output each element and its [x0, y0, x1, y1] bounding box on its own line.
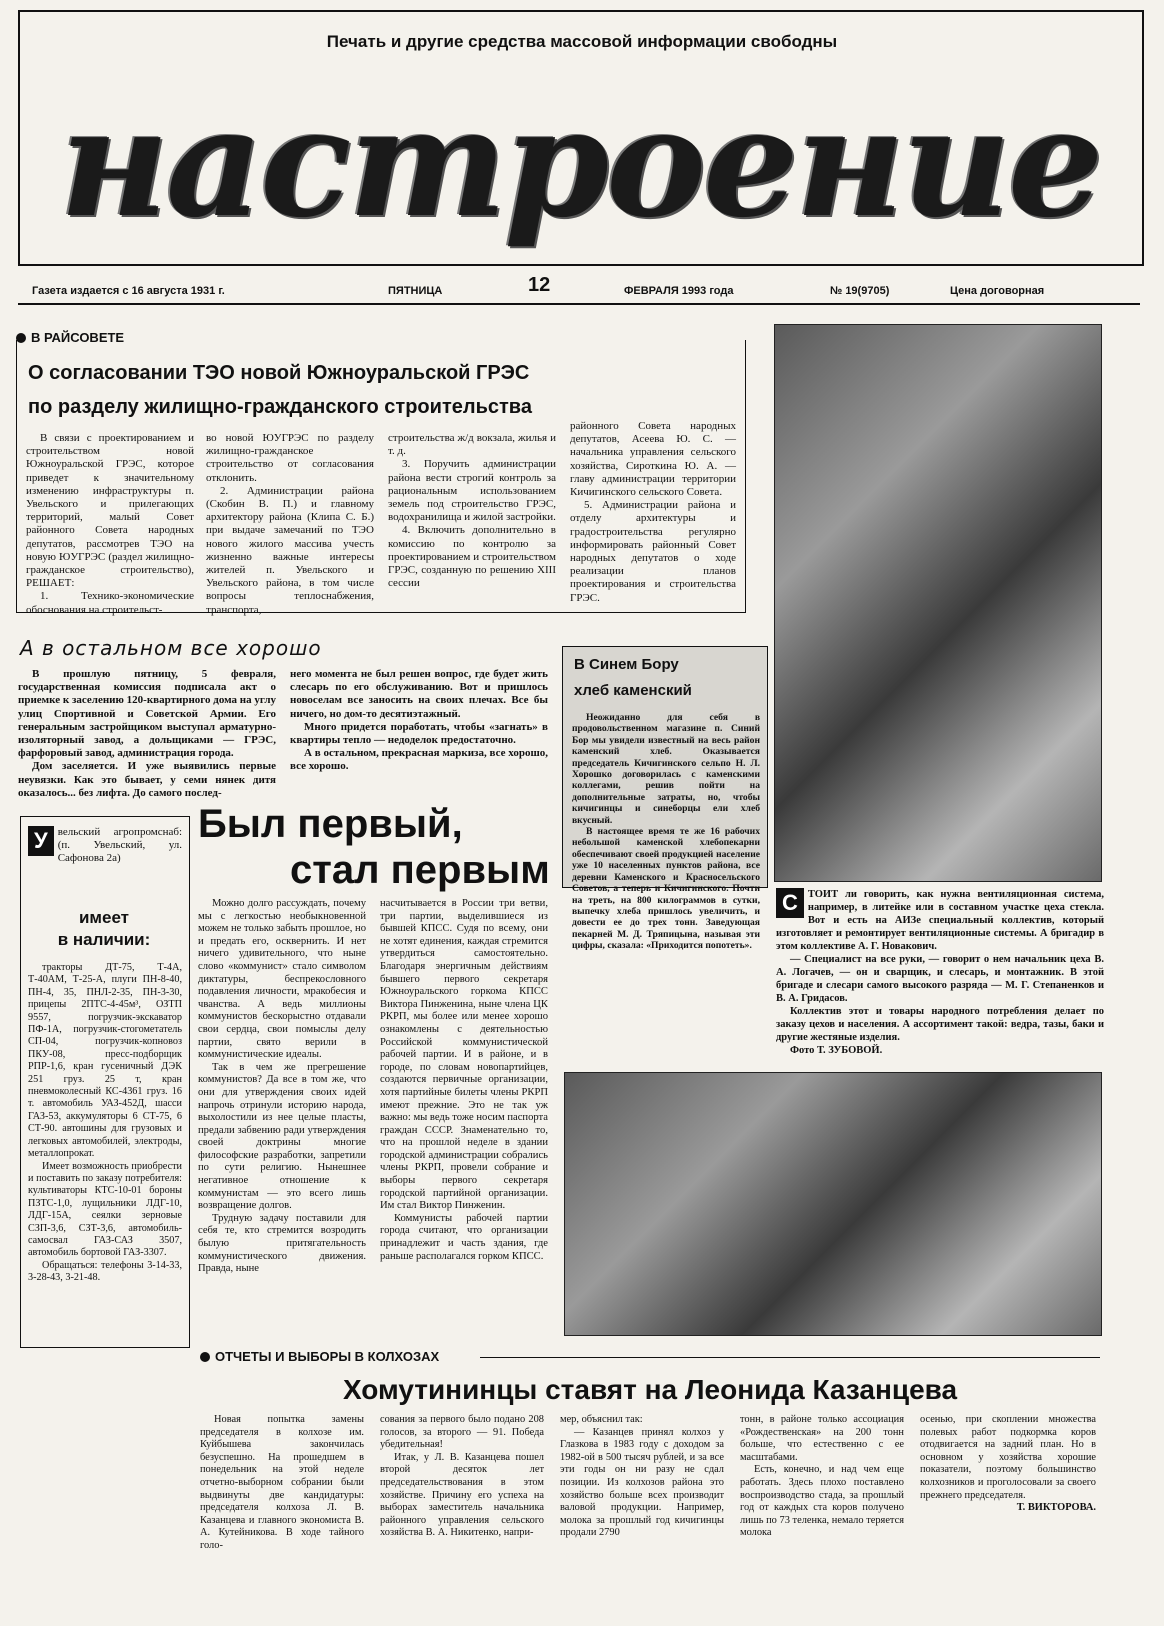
kolkhoz-col-3: мер, объяснил так: — Казанцев принял колхоз у Глазкова в 1983 году с доходом за 1982-ой в 500 тысяч рублей, и за все эти годы он ни разу не сдал позиции. Из колхозов района это хозяйство больше всех производит валовой продукции. Например, молока за прошлый год кичигинцы продали 2790: [560, 1414, 724, 1539]
since-line: Газета издается с 16 августа 1931 г.: [32, 285, 225, 297]
kolkhoz-col-4: тонн, в районе только ассоциация «Рождественская» на 200 тонн больше, что естественно с ее масштабами. Есть, конечно, и над чем еще работать. Здесь плохо поставлено воспроизводство стада, за прошлый год от каждых ста коров получено лишь по 73 теленка, немало теряется молока: [740, 1414, 904, 1539]
kolkhoz-col-2: сования за первого было подано 208 голосов, за второго — 91. Победа убедительная! Итак, у Л. В. Казанцева пошел второй десяток лет председательствования в этом хозяйстве. Причину его успеха на выборах заместитель начальника районного управления сельского хозяйства В. А. Никитенко, напри-: [380, 1414, 544, 1539]
raisovet-col-3: строительства ж/д вокзала, жилья и т. д. 3. Поручить администрации района вести строгий контроль за рациональным использованием земель под строительство ГРЭС, водохранилища и жилой застройки. 4. Включить дополнительно в комиссию по контролю за проектированием и строительством ГРЭС, созданную по решению XIII сессии: [388, 432, 556, 590]
newspaper-title: настроение: [59, 75, 1101, 251]
meta-rule: [18, 303, 1140, 305]
ad-heading-1: имеет: [78, 908, 130, 927]
photo-credit: Фото Т. ЗУБОВОЙ.: [790, 1045, 883, 1056]
siniy-bor-headline-1: В Синем Бору: [574, 656, 679, 673]
siniy-bor-text: Неожиданно для себя в продовольственном магазине п. Синий Бор мы увидели известный на весь район каменский хлеб. Оказывается председатель Кичигинского сельпо Н. Л. Хорошко договорилась с каменскими коллегами, решив пойти на дополнительные затраты, но, чтобы кичигинцы и синеборцы ели хлеб вкусный. В настоящее время те же 16 рабочих небольшой каменской хлебопекарни обеспечивают своей продукцией население уже 10 населенных пунктов района, все деревни Каменского и Красносельского Советов, а теперь и Кичигинского. Почти на треть, на 800 килограммов в сутки, выпечку хлеба пришлось увеличить, и довести ее до трех тонн. Заведующая пекарней М. Д. Тряпицына, называя эти цифры, сказала: «Приходится попотеть».: [572, 712, 760, 952]
first-col-1: Можно долго рассуждать, почему мы с легкостью необыкновенной можем не только забыть прошлое, но и предать его, осквернить. И нет ничего удивительного, что ныне слово «коммунист» стало символом диктатуры, беспрекословного подавления личности, мракобесия и чванства. А ведь миллионы коммунистов бескорыстно отдавали свои сердца, свои помыслы делу партии, свято верили в коммунистические идеалы. Так в чем же прегрешение коммунистов? Да все в том же, что они для утверждения своих идей напрочь отринули историю народа, выхолостили из нее целые пласты, предали забвению ради утверждения своей доктрины многие философские разработки, запретили по сути религию. Нынешнее негативное отношение к коммунистам — это всего лишь возвращение долгов. Трудную задачу поставили для себя те, кто стремится возродить былую притягательность коммунистического движения. Правда, ныне: [198, 898, 366, 1275]
ad-phones: Обращаться: телефоны 3-14-33, 3-28-43, 3-21-48.: [28, 1259, 182, 1284]
raisovet-rubric: В РАЙСОВЕТЕ: [16, 330, 124, 345]
caption-drop-cap: С: [776, 888, 804, 918]
ad-drop-cap: У: [28, 826, 54, 856]
issue-day: 12: [528, 274, 551, 296]
photo-brigade-group: [564, 1072, 1102, 1336]
ad-heading-2: в наличии:: [57, 930, 151, 949]
ad-intro: У вельский агропромснаб: (п. Увельский, ул. Сафонова 2а): [28, 826, 182, 866]
raisovet-headline-2: по разделу жилищно-гражданского строительства: [28, 396, 532, 418]
siniy-bor-headline-2: хлеб каменский: [574, 682, 692, 699]
kolkhoz-col-1: Новая попытка замены председателя в колхозе им. Куйбышева закончилась безуспешно. На прошедшем в понедельник на этой неделе отчетно-выборном собрании были выдвинуты две кандидатуры: председателя колхоза Л. В. Казанцева и главного экономиста В. А. Кутейникова. В ходе тайного голо-: [200, 1414, 364, 1551]
all-good-headline: А в остальном все хорошо: [20, 636, 322, 660]
raisovet-col-4: районного Совета народных депутатов, Асеева Ю. С. — начальника управления сельского хозяйства, Сироткина Ю. А. — главу администрации территории Кичигинского сельского Совета. 5. Администрации района и отделу архитектуры и градостроительства регулярно информировать районный Совет народных депутатов о ходе реализации планов проектирования и строительства ГРЭС.: [570, 420, 736, 604]
kolkhoz-col-5: осенью, при скоплении множества полевых работ подкормка коров отодвигается на задний план. Но в основном у хозяйства хорошие показатели, поэтому большинство колхозников и проголосовали за своего прежнего председателя. Т. ВИКТОРОВА.: [920, 1414, 1096, 1514]
raisovet-col-1: В связи с проектированием и строительством новой Южноуральской ГРЭС, которое приведет к значительному изменению инфраструктуры п. Увельского и прилегающих территорий, малый Совет районного Совета народных депутатов, рассмотрев ТЭО на новую ЮУГРЭС (раздел жилищно-гражданское строительство), РЕШАЕТ: 1. Технико-экономические обоснования на строительст-: [26, 432, 194, 616]
kolkhoz-signature: Т. ВИКТОРОВА.: [1016, 1502, 1096, 1514]
kolkhoz-rubric: ОТЧЕТЫ И ВЫБОРЫ В КОЛХОЗАХ: [200, 1349, 439, 1364]
weekday: ПЯТНИЦА: [388, 285, 443, 297]
issue-price: Цена договорная: [950, 285, 1045, 297]
bullet-icon: [200, 1352, 210, 1362]
motto: Печать и другие средства массовой информации свободны: [326, 32, 838, 51]
all-good-col-1: В прошлую пятницу, 5 февраля, государственная комиссия подписала акт о приемке к заселению 120-квартирного дома на углу улиц Спортивной и Советской Армии. Его генеральным застройщиком выступал арматурно-изоляторный завод, а дольщиками — ГРЭС, фарфоровый завод, администрация города. Дом заселяется. И уже выявились первые неувязки. Как это бывает, у семи нянек дитя оказалось... без лифта. До самого послед-: [18, 668, 276, 799]
issue-number: № 19(9705): [830, 285, 890, 297]
first-headline-1: Был первый,: [198, 802, 463, 846]
kolkhoz-rule: [480, 1357, 1100, 1358]
photo-workers-ventilation: [774, 324, 1102, 882]
raisovet-col-2: во новой ЮУГРЭС по разделу жилищно-гражданское строительство от согласования отклонить. 2. Администрации района (Скобин В. П.) и главному архитектору района (Клипа С. Б.) при выдаче замечаний по ТЭО нового жилого массива учесть жизненно важные интересы жителей п. Увельского и Увельского района, в том числе вопросы теплоснабжения, транспорта,: [206, 432, 374, 616]
issue-month-year: ФЕВРАЛЯ 1993 года: [624, 285, 734, 297]
first-col-2: насчитывается в России три ветви, три партии, выделившиеся из бывшей КПСС. Судя по всему, они не хотят единения, каждая стремится утвердиться самостоятельно. Благодаря энергичным действиям бывшего первого секретаря Южноуральского горкома КПСС Виктора Пинженина, ныне члена ЦК РКРП, мы более или менее хорошо ознакомлены с деятельностью Российской коммунистической рабочей партии. И в районе, и в городе, по словам новопартийцев, создаются первичные организации, хотя партийные билеты члены РКРП имеют прежние. Это не так уж важно: мы ведь тоже носим паспорта граждан СССР. Знаменательно то, что на прошлой неделе в здании городской администрации собрались члены РКРП, провели собрание и выборы первого секретаря городской партийной организации. Им стал Виктор Пинженин. Коммунисты рабочей партии города считают, что организации принадлежит и часть здания, где раньше располагался горком КПСС.: [380, 898, 548, 1262]
ad-list: тракторы ДТ-75, Т-4А, Т-40АМ, Т-25-А, плуги ПН-8-40, ПН-4, 35, ПНЛ-2-35, ПН-3-30, прицепы 2ПТС-4-45м³, ОЗТП 9557, погрузчик-экскаватор ПФ-1А, погрузчик-стогометатель СП-04, погрузчик-копновоз ПКУ-08, пресс-подборщик РПР-1,6, кран гусеничный ДЭК 251 груз. 25 т, кран пневмоколесный КС-4361 груз. 16 т. автомобиль УАЗ-452Д, шасси ГАЗ-53, аккумуляторы 6 СТ-75, 6 СТ-90. автошины для грузовых и легковых автомобилей, электроды, металлопрокат. Имеет возможность приобрести и поставить по заказу потребителя: культиваторы КТС-10-01 бороны ПЗТС-1,0, лущильники ЛДГ-10, ЛДГ-15А, сеялки зерновые СЗП-3,6, СЗТ-3,6, автомобиль-самосвал ГАЗ-САЗ 3507, автомобиль бортовой ГАЗ-3307. Обращаться: телефоны 3-14-33, 3-28-43, 3-21-48.: [28, 962, 182, 1284]
first-headline-2: стал первым: [290, 848, 550, 892]
raisovet-headline-1: О согласовании ТЭО новой Южноуральской ГРЭС: [28, 362, 530, 384]
kolkhoz-headline: Хомутининцы ставят на Леонида Казанцева: [342, 1374, 958, 1405]
all-good-col-2: него момента не был решен вопрос, где будет жить слесарь по его обслуживанию. Вот и пришлось новоселам все заносить на своих плечах. Все бы ничего, но дом-то десятиэтажный. Много придется поработать, чтобы «загнать» в квартиры тепло — недоделок предостаточно. А в остальном, прекрасная маркиза, все хорошо, все хорошо.: [290, 668, 548, 773]
photo1-caption: С ТОИТ ли говорить, как нужна вентиляционная система, например, в литейке или в составном участке цеха стекла. Вот и есть на АИЗе специальный коллектив, который изготовляет и ремонтирует вентиляционные системы. А бригадир в этом коллективе А. Г. Новакович. — Специалист на все руки, — говорит о нем начальник цеха В. А. Логачев, — он и сварщик, и слесарь, и монтажник. В этой бригаде и слесари самого высокого разряда — М. Г. Степаненков и В. А. Гридасов. Коллектив этот и товары народного потребления делает по заказу цехов и населения. А ассортимент такой: ведра, тазы, баки и другие жестяные изделия. Фото Т. ЗУБОВОЙ.: [776, 889, 1104, 1056]
